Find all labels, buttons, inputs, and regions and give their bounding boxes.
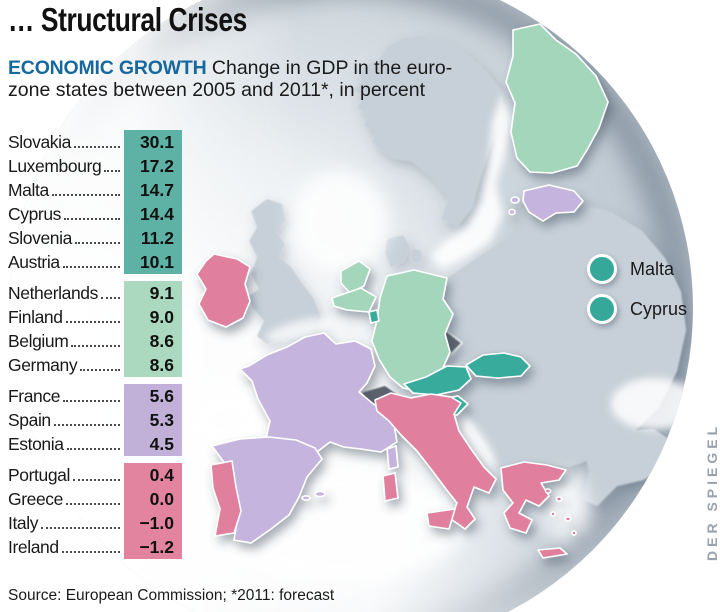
list-item <box>8 281 182 305</box>
country-label: France <box>8 385 61 406</box>
dotted-leader <box>101 297 120 299</box>
value-cell: 14.7 <box>124 178 182 202</box>
list-item <box>8 250 182 274</box>
country-label: Greece <box>8 488 63 509</box>
list-item <box>8 408 182 432</box>
map-legend <box>587 249 687 329</box>
dotted-leader <box>64 218 120 220</box>
country-label: Luxembourg <box>8 155 102 176</box>
sea-aegean <box>543 473 589 541</box>
publisher-credit: DER SPIEGEL <box>704 422 720 561</box>
value-cell: 17.2 <box>124 154 182 178</box>
value-cell: 9.0 <box>124 305 182 329</box>
value-cell: −1.2 <box>124 535 182 559</box>
group-mid-high <box>8 281 182 377</box>
country-denmark-island <box>410 249 422 263</box>
group-mid <box>8 384 182 456</box>
dotted-leader <box>67 448 120 450</box>
group-low <box>8 463 182 559</box>
list-item <box>8 384 182 408</box>
country-label: Netherlands <box>8 282 98 303</box>
dotted-leader <box>71 345 120 347</box>
value-cell: 14.4 <box>124 202 182 226</box>
dotted-leader <box>104 170 120 172</box>
sea-black-sea <box>611 378 697 430</box>
value-cell: 5.6 <box>124 384 182 408</box>
list-item <box>8 329 182 353</box>
list-item <box>8 226 182 250</box>
country-label: Cyprus <box>8 203 62 224</box>
sea-north-sea <box>290 170 390 274</box>
dotted-leader <box>62 551 120 553</box>
page-title: … Structural Crises <box>8 1 247 38</box>
list-item <box>8 305 182 329</box>
country-label: Spain <box>8 409 51 430</box>
list-item <box>8 463 182 487</box>
malta-dot-icon <box>587 254 617 284</box>
cyprus-dot-icon <box>587 294 617 324</box>
legend-item-cyprus <box>587 289 687 329</box>
list-item <box>8 535 182 559</box>
country-sardinia <box>383 473 398 501</box>
country-ireland <box>197 254 250 327</box>
list-item <box>8 178 182 202</box>
country-label: Portugal <box>8 464 70 485</box>
dotted-leader <box>54 424 120 426</box>
legend-item-malta <box>587 249 687 289</box>
value-cell: 0.0 <box>124 487 182 511</box>
value-cell: 11.2 <box>124 226 182 250</box>
gdp-ranking-list <box>8 130 182 566</box>
subtitle <box>8 57 480 101</box>
dotted-leader <box>41 527 120 529</box>
dotted-leader <box>52 194 120 196</box>
dotted-leader <box>80 369 120 371</box>
country-corsica <box>387 446 398 469</box>
list-item <box>8 130 182 154</box>
list-item <box>8 353 182 377</box>
country-label: Ireland <box>8 536 59 557</box>
dotted-leader <box>75 242 120 244</box>
value-cell: 8.6 <box>124 353 182 377</box>
dotted-leader <box>66 321 120 323</box>
value-cell: 0.4 <box>124 463 182 487</box>
country-label: Austria <box>8 251 60 272</box>
subtitle-kicker: ECONOMIC GROWTH <box>8 57 207 79</box>
list-item <box>8 432 182 456</box>
value-cell: 10.1 <box>124 250 182 274</box>
group-high <box>8 130 182 274</box>
list-item <box>8 487 182 511</box>
country-label: Belgium <box>8 330 69 351</box>
dotted-leader <box>74 146 120 148</box>
country-label: Slovenia <box>8 227 72 248</box>
country-luxembourg <box>369 310 379 323</box>
source-note: Source: European Commission; *2011: forecast <box>8 587 335 604</box>
dotted-leader <box>73 479 120 481</box>
country-label: Slovakia <box>8 131 71 152</box>
country-label: Italy <box>8 512 39 533</box>
value-cell: 4.5 <box>124 432 182 456</box>
value-cell: 8.6 <box>124 329 182 353</box>
country-label: Germany <box>8 354 78 375</box>
list-item <box>8 154 182 178</box>
country-label: Finland <box>8 306 63 327</box>
subtitle-text: Change in GDP in the euro-zone states between 2005 and 2011*, in percent <box>8 57 453 101</box>
list-item <box>8 202 182 226</box>
dotted-leader <box>63 400 120 402</box>
list-item <box>8 511 182 535</box>
dotted-leader <box>63 266 120 268</box>
country-label: Malta <box>8 179 49 200</box>
value-cell: 30.1 <box>124 130 182 154</box>
value-cell: −1.0 <box>124 511 182 535</box>
dotted-leader <box>66 503 120 505</box>
legend-label: Cyprus <box>630 298 688 319</box>
country-label: Estonia <box>8 433 64 454</box>
legend-label: Malta <box>630 258 675 279</box>
value-cell: 9.1 <box>124 281 182 305</box>
value-cell: 5.3 <box>124 408 182 432</box>
